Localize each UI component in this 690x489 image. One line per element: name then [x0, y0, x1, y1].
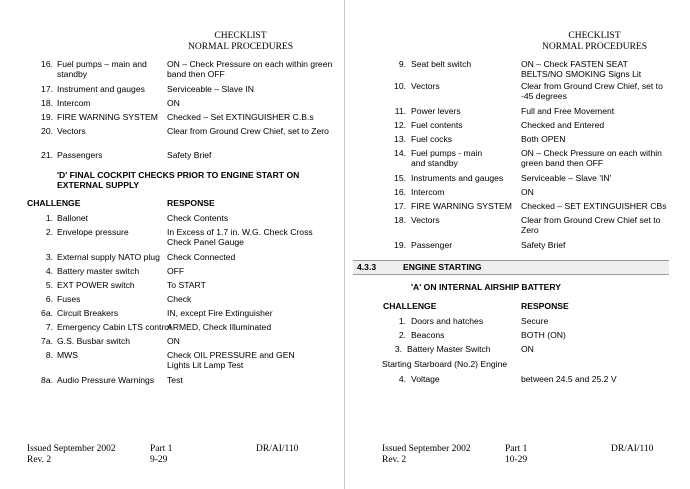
- item-response: ON: [521, 187, 534, 197]
- header-title: CHECKLIST: [568, 31, 621, 41]
- checklist-body: [372, 59, 668, 254]
- item-challenge: Fuel pumps - main and standby: [411, 148, 483, 169]
- item-number: 8a.: [41, 375, 53, 385]
- item-response: Check Contents: [167, 213, 229, 223]
- checklist-row: [372, 134, 668, 148]
- item-challenge: Instruments and gauges: [411, 173, 504, 183]
- item-challenge: Intercom: [411, 187, 445, 197]
- item-challenge: Vectors: [57, 126, 86, 136]
- item-challenge: FIRE WARNING SYSTEM: [411, 201, 512, 211]
- item-challenge: Fuel contents: [411, 120, 463, 130]
- item-number: 17.: [41, 84, 53, 94]
- item-number: 19.: [41, 112, 53, 122]
- item-response: Check: [167, 294, 192, 304]
- item-challenge: Vectors: [411, 215, 440, 225]
- item-challenge: Fuel cocks: [411, 134, 453, 144]
- footer-page-number: 9-29: [150, 454, 168, 465]
- footer-part-label: Part 1: [150, 444, 173, 454]
- item-number: 4.: [398, 374, 406, 384]
- item-number: 17.: [394, 201, 406, 211]
- item-response: In Excess of 1.7 in. W.G. Check Cross Check Panel Gauge: [167, 227, 313, 248]
- item-challenge: Vectors: [411, 81, 440, 91]
- item-response: Checked and Entered: [521, 120, 605, 130]
- footer-reference: DR/AI/110: [611, 444, 654, 454]
- footer-issue: [27, 444, 116, 465]
- item-challenge: External supply NATO plug: [57, 252, 160, 262]
- item-response: ON: [167, 98, 180, 108]
- checklist-row: [372, 148, 668, 173]
- item-challenge: Emergency Cabin LTS control: [57, 322, 171, 332]
- item-response: ON: [167, 336, 180, 346]
- checklist-block: [372, 316, 668, 358]
- item-challenge: G.S. Busbar switch: [57, 336, 131, 346]
- item-response: Check Connected: [167, 252, 236, 262]
- item-number: 16.: [394, 187, 406, 197]
- challenge-column-header: CHALLENGE: [383, 301, 437, 311]
- item-number: 7a.: [41, 336, 53, 346]
- checklist-row: [27, 252, 332, 266]
- item-number: 15.: [394, 173, 406, 183]
- checklist-row: [372, 316, 668, 330]
- item-number: 18.: [394, 215, 406, 225]
- item-number: 19.: [394, 240, 406, 250]
- item-challenge: Beacons: [411, 330, 445, 340]
- footer-part-label: Part 1: [505, 444, 528, 454]
- checklist-row: [27, 322, 332, 336]
- item-number: 9.: [398, 59, 406, 69]
- checklist-row: [372, 59, 668, 81]
- item-challenge: FIRE WARNING SYSTEM: [57, 112, 158, 122]
- footer-part: [150, 444, 172, 465]
- item-challenge: Passengers: [57, 150, 103, 160]
- item-response: Safety Brief: [521, 240, 566, 250]
- checklist-row: [372, 215, 668, 240]
- item-response: Safety Brief: [167, 150, 212, 160]
- checklist-row: [27, 126, 332, 152]
- checklist-row: [27, 280, 332, 294]
- item-number: 18.: [41, 98, 53, 108]
- item-number: 1.: [398, 316, 406, 326]
- item-number: 5.: [45, 280, 53, 290]
- item-challenge: Battery Master Switch: [407, 344, 491, 354]
- item-number: 20.: [41, 126, 53, 136]
- item-challenge: Doors and hatches: [411, 316, 484, 326]
- item-number: 13.: [394, 134, 406, 144]
- item-response: ARMED, Check Illuminated: [167, 322, 272, 332]
- checklist-row: [27, 350, 332, 375]
- footer-part: [505, 444, 527, 465]
- checklist-row: [27, 150, 332, 164]
- item-response: Check OIL PRESSURE and GEN Lights Lit Lamp Test: [167, 350, 295, 371]
- item-challenge: Instrument and gauges: [57, 84, 145, 94]
- footer-page-number: 10-29: [505, 454, 528, 465]
- item-response: ON: [521, 344, 534, 354]
- checklist-row: [372, 201, 668, 215]
- challenge-column-header: CHALLENGE: [27, 198, 81, 208]
- checklist-row: [27, 213, 332, 227]
- item-response: Clear from Ground Crew Chief set to Zero: [521, 215, 661, 236]
- item-response: Clear from Ground Crew Chief, set to -45 degrees: [521, 81, 663, 102]
- checklist-row: [27, 336, 332, 350]
- item-response: OFF: [167, 266, 185, 276]
- checklist-row: [372, 374, 668, 388]
- checklist-row: [27, 294, 332, 308]
- item-number: 6.: [45, 294, 53, 304]
- page-header: [188, 31, 293, 52]
- checklist-row: [372, 173, 668, 187]
- checklist-body: [27, 59, 333, 385]
- header-subtitle: NORMAL PROCEDURES: [542, 41, 647, 52]
- procedure-note: Starting Starboard (No.2) Engine: [382, 359, 508, 369]
- item-number: 14.: [394, 148, 406, 158]
- item-challenge: Ballonet: [57, 213, 89, 223]
- footer-revision: Rev. 2: [27, 454, 52, 465]
- item-challenge: Fuses: [57, 294, 81, 304]
- checklist-row: [27, 112, 332, 126]
- item-response: Serviceable – Slave IN: [167, 84, 254, 94]
- item-challenge: Fuel pumps – main and standby: [57, 59, 147, 80]
- item-response: Both OPEN: [521, 134, 566, 144]
- checklist-block: [27, 213, 332, 389]
- item-number: 3.: [394, 344, 402, 354]
- page-header: [542, 31, 647, 52]
- item-response: between 24.5 and 25.2 V: [521, 374, 617, 384]
- item-number: 21.: [41, 150, 53, 160]
- checklist-row: [372, 187, 668, 201]
- response-column-header: RESPONSE: [167, 198, 215, 208]
- item-number: 2.: [398, 330, 406, 340]
- item-number: 2.: [45, 227, 53, 237]
- item-challenge: Audio Pressure Warnings: [57, 375, 155, 385]
- item-response: ON – Check FASTEN SEAT BELTS/NO SMOKING Signs Lit: [521, 59, 642, 80]
- item-response: ON – Check Pressure on each within green band then OFF: [167, 59, 333, 80]
- item-number: 12.: [394, 120, 406, 130]
- item-challenge: Battery master switch: [57, 266, 140, 276]
- item-number: 11.: [394, 106, 406, 116]
- item-challenge: Power levers: [411, 106, 461, 116]
- footer-issued-date: Issued September 2002: [382, 444, 471, 454]
- checklist-row: [372, 330, 668, 344]
- item-number: 6a.: [41, 308, 53, 318]
- checklist-row: [372, 106, 668, 120]
- section-title: ENGINE STARTING: [403, 262, 482, 272]
- item-response: To START: [167, 280, 206, 290]
- item-response: Secure: [521, 316, 549, 326]
- checklist-row: [27, 266, 332, 280]
- footer-revision: Rev. 2: [382, 454, 407, 465]
- checklist-row: [27, 308, 332, 322]
- subsection-title: 'A' ON INTERNAL AIRSHIP BATTERY: [411, 282, 562, 292]
- item-challenge: Envelope pressure: [57, 227, 129, 237]
- item-challenge: Passenger: [411, 240, 453, 250]
- checklist-row: [372, 344, 668, 358]
- item-number: 10.: [394, 81, 406, 91]
- item-challenge: Circuit Breakers: [57, 308, 119, 318]
- section-heading: [353, 260, 669, 275]
- item-response: BOTH (ON): [521, 330, 566, 340]
- response-column-header: RESPONSE: [521, 301, 569, 311]
- section-number: 4.3.3: [357, 262, 377, 272]
- header-title: CHECKLIST: [214, 31, 267, 41]
- item-response: Checked – SET EXTINGUISHER CBs: [521, 201, 667, 211]
- right-page: [345, 0, 690, 489]
- checklist-row: [27, 98, 332, 112]
- item-number: 3.: [45, 252, 53, 262]
- item-number: 1.: [45, 213, 53, 223]
- item-challenge: Seat belt switch: [411, 59, 472, 69]
- item-challenge: Voltage: [411, 374, 440, 384]
- item-response: Test: [167, 375, 183, 385]
- checklist-row: [372, 120, 668, 134]
- checklist-row: [27, 227, 332, 252]
- item-number: 16.: [41, 59, 53, 69]
- item-response: Checked – Set EXTINGUISHER C.B.s: [167, 112, 314, 122]
- item-response: Serviceable – Slave 'IN': [521, 173, 612, 183]
- item-response: ON – Check Pressure on each within green band then OFF: [521, 148, 662, 169]
- item-response: Full and Free Movement: [521, 106, 615, 116]
- footer-reference: DR/AI/110: [256, 444, 299, 454]
- checklist-row: [27, 375, 332, 389]
- checklist-row: [372, 240, 668, 254]
- item-challenge: EXT POWER switch: [57, 280, 135, 290]
- item-response: Clear from Ground Crew Chief, set to Zero: [167, 126, 329, 136]
- item-challenge: Intercom: [57, 98, 91, 108]
- checklist-row: [372, 81, 668, 106]
- subsection-title: 'D' FINAL COCKPIT CHECKS PRIOR TO ENGINE START ON EXTERNAL SUPPLY: [57, 170, 300, 191]
- checklist-block: [372, 374, 668, 388]
- footer-issue: [382, 444, 471, 465]
- item-number: 7.: [45, 322, 53, 332]
- checklist-row: [27, 59, 332, 80]
- header-subtitle: NORMAL PROCEDURES: [188, 41, 293, 52]
- item-challenge: MWS: [57, 350, 79, 360]
- checklist-row: [27, 84, 332, 98]
- item-response: IN, except Fire Extinguisher: [167, 308, 273, 318]
- footer-issued-date: Issued September 2002: [27, 444, 116, 454]
- item-number: 8.: [45, 350, 53, 360]
- item-number: 4.: [45, 266, 53, 276]
